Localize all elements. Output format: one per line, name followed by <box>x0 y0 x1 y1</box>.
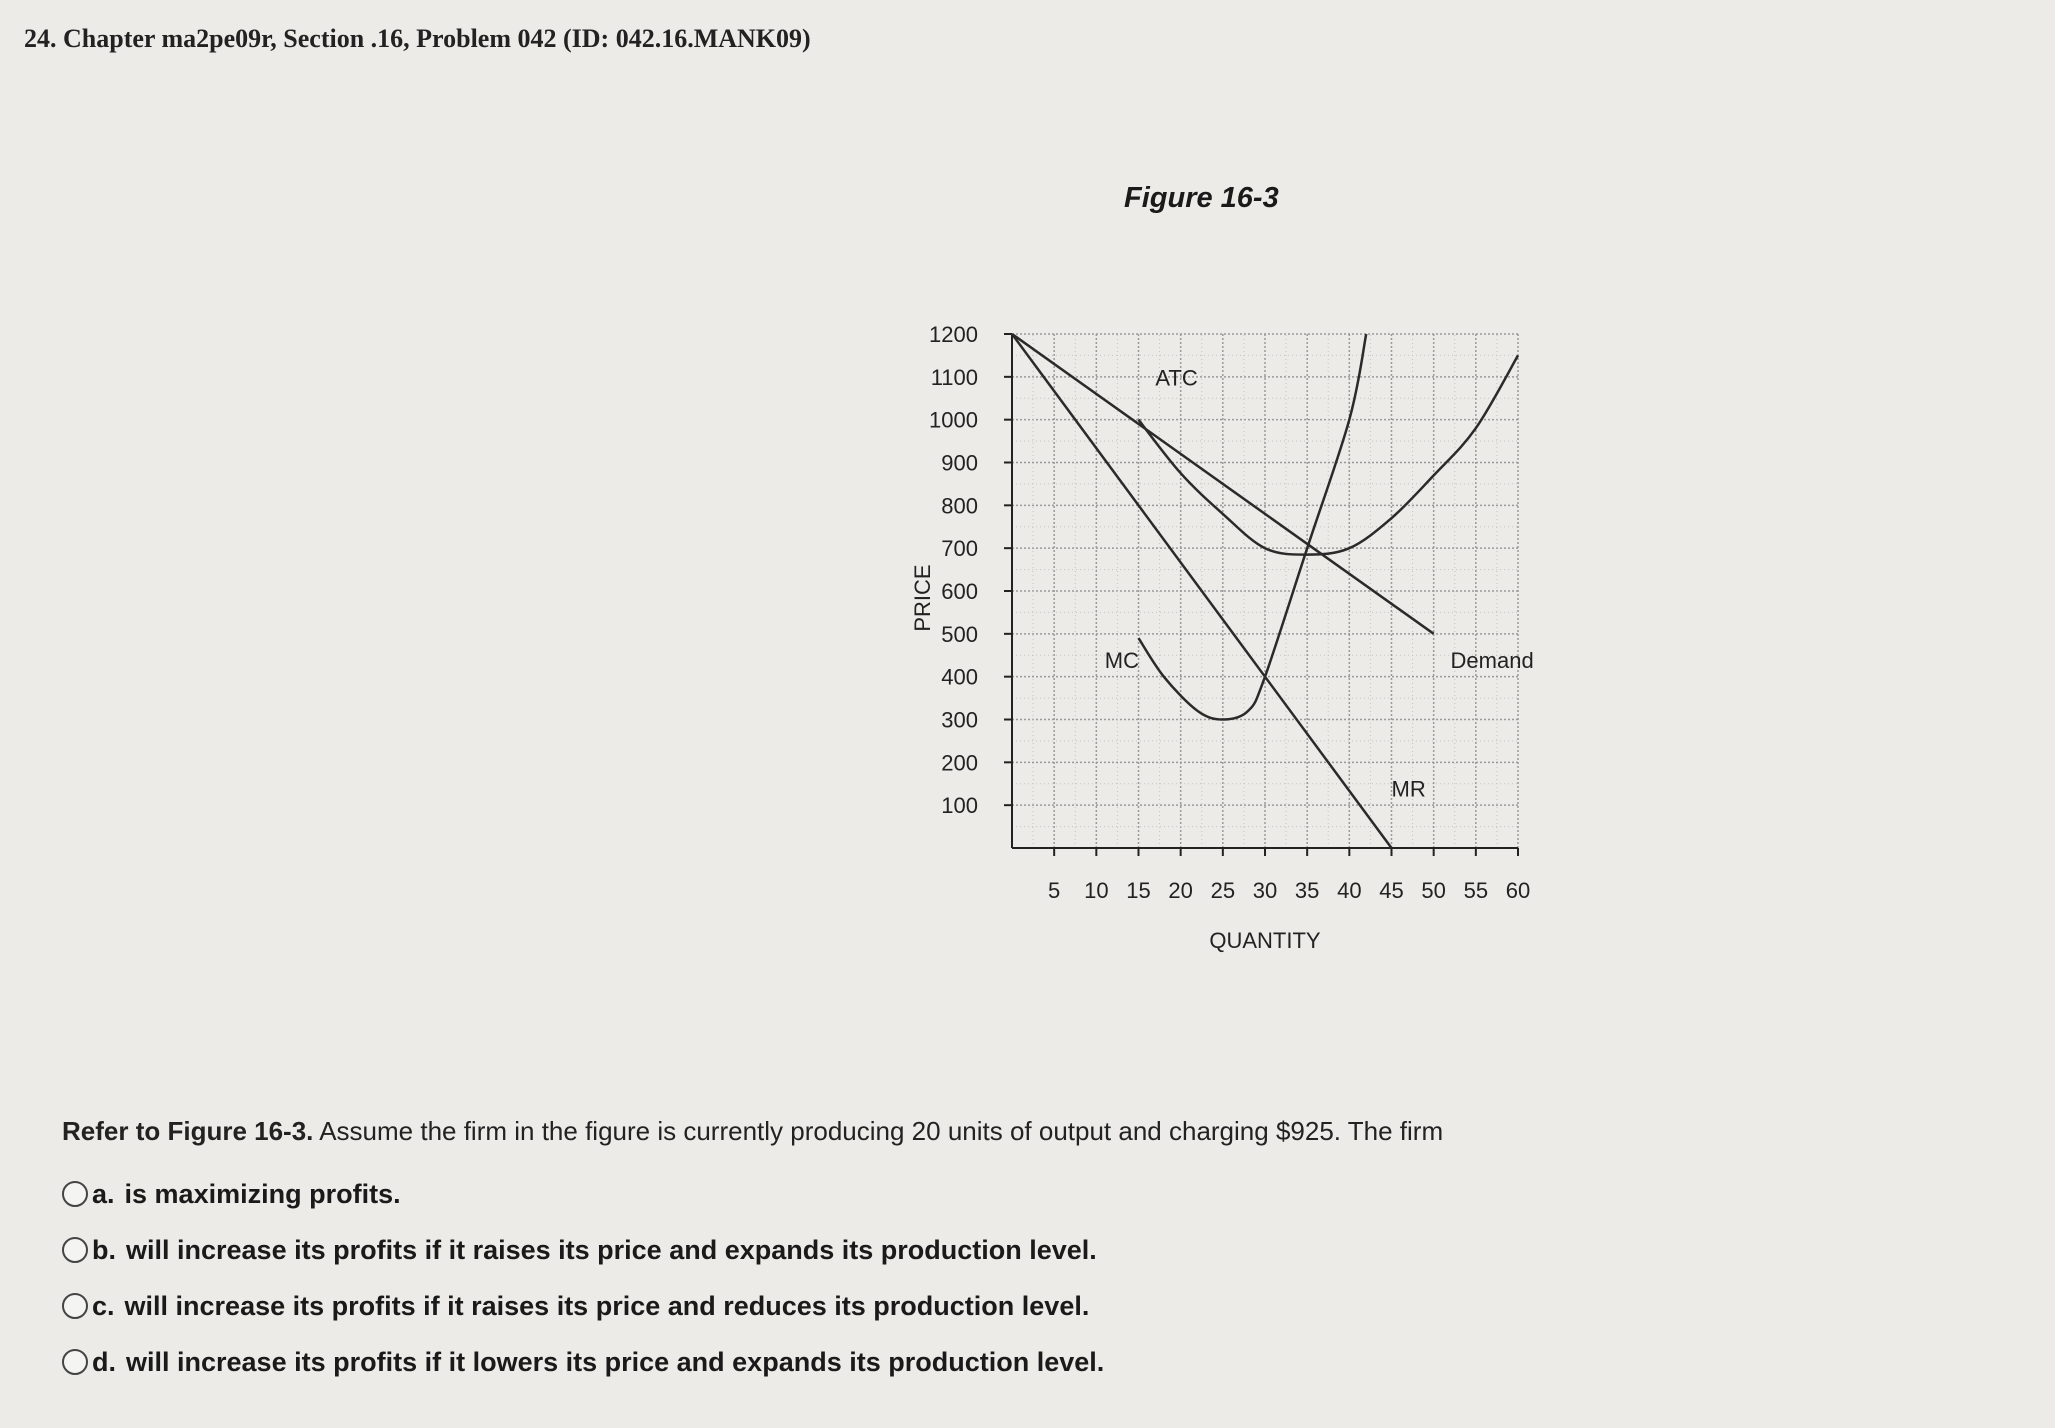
y-tick-label: 1100 <box>930 364 978 390</box>
option-text: will increase its profits if it raises its price and expands its production level. <box>126 1234 1097 1265</box>
series-label-mr: MR <box>1391 776 1426 802</box>
y-tick-label: 600 <box>941 579 978 604</box>
y-tick-label: 400 <box>941 664 978 690</box>
radio-button-icon[interactable] <box>62 1237 88 1263</box>
y-tick-label: 900 <box>941 450 978 476</box>
x-tick-label: 35 <box>1294 878 1320 903</box>
radio-button-icon[interactable] <box>62 1293 88 1319</box>
question-text <box>62 1116 1443 1147</box>
option-a[interactable] <box>62 1166 1104 1222</box>
option-letter: d. <box>92 1346 116 1377</box>
option-text: is maximizing profits. <box>124 1178 401 1209</box>
option-letter: b. <box>92 1234 116 1265</box>
option-text: will increase its profits if it lowers its price and expands its production level. <box>126 1346 1105 1377</box>
series-label-atc: ATC <box>1155 365 1198 391</box>
y-tick-label: 1200 <box>929 322 978 347</box>
problem-header: 24. Chapter ma2pe09r, Section .16, Problem 042 (ID: 042.16.MANK09) <box>24 24 811 53</box>
question-figure-ref: Refer to Figure 16-3. <box>62 1116 314 1146</box>
series-label-mc: MC <box>1104 648 1139 674</box>
y-tick-label: 200 <box>941 750 978 776</box>
x-tick-label: 60 <box>1505 878 1531 903</box>
option-letter: c. <box>92 1290 115 1321</box>
x-tick-label: 55 <box>1463 878 1489 903</box>
x-tick-label: 15 <box>1126 878 1151 903</box>
chart-labels <box>1105 365 1534 801</box>
x-tick-label: 5 <box>1048 878 1061 903</box>
y-tick-label: 300 <box>941 707 978 733</box>
series-label-demand: Demand <box>1450 648 1534 674</box>
option-text: will increase its profits if it raises its price and reduces its production level. <box>124 1290 1090 1321</box>
x-axis-title: QUANTITY <box>1209 928 1321 953</box>
y-tick-label: 800 <box>941 493 978 519</box>
chart-grid <box>1012 334 1518 848</box>
option-letter: a. <box>92 1178 115 1209</box>
option-d[interactable] <box>62 1334 1104 1390</box>
x-tick-label: 45 <box>1379 878 1404 903</box>
radio-button-icon[interactable] <box>62 1181 88 1207</box>
x-tick-label: 50 <box>1421 878 1446 903</box>
y-tick-label: 700 <box>941 536 978 562</box>
x-tick-label: 30 <box>1252 878 1278 903</box>
answer-options <box>62 1166 1104 1390</box>
x-tick-label: 10 <box>1084 878 1109 903</box>
x-tick-label: 20 <box>1168 878 1193 903</box>
y-tick-label: 1000 <box>929 407 978 433</box>
option-b[interactable] <box>62 1222 1104 1278</box>
chart-axes <box>910 322 1530 953</box>
radio-button-icon[interactable] <box>62 1349 88 1375</box>
x-tick-label: 25 <box>1210 878 1236 903</box>
question-body: Assume the firm in the figure is currently producing 20 units of output and charging $925. The firm <box>313 1116 1444 1146</box>
y-tick-label: 100 <box>941 793 978 819</box>
y-axis-title: PRICE <box>910 564 935 632</box>
figure-title: Figure 16-3 <box>1124 182 1279 214</box>
y-tick-label: 500 <box>941 621 978 647</box>
x-tick-label: 40 <box>1337 878 1362 903</box>
option-c[interactable] <box>62 1278 1104 1334</box>
